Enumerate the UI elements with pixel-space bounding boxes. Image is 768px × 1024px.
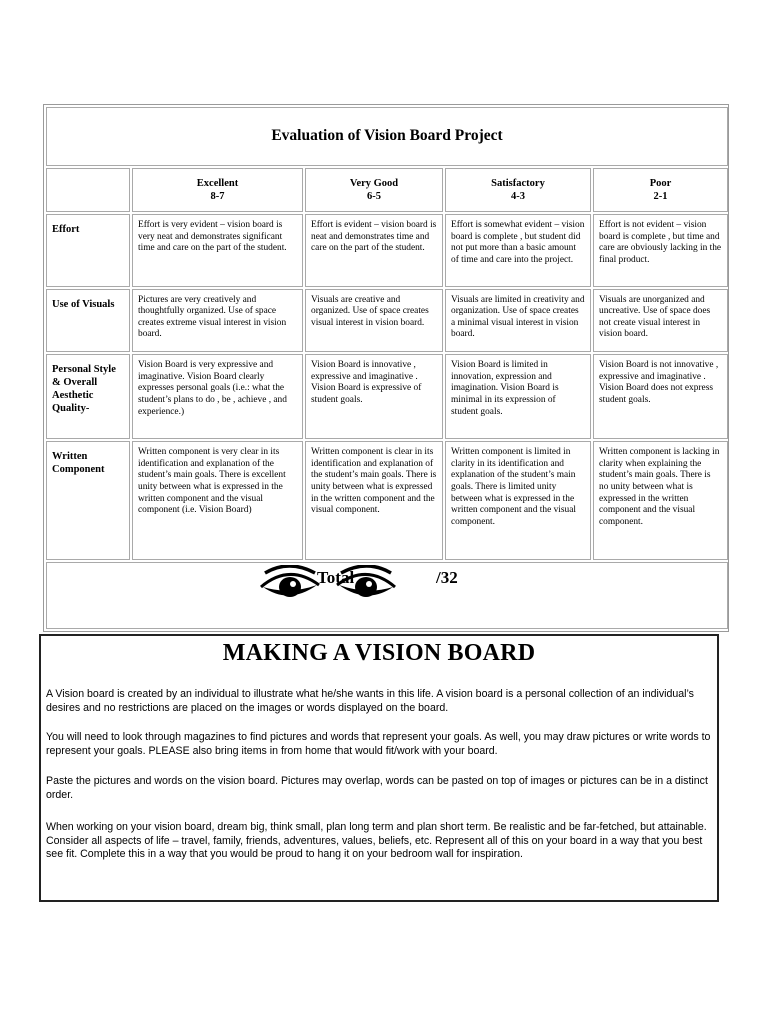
rubric-row-use-of-visuals: [46, 289, 728, 353]
rubric-cell: Written component is very clear in its identification and explanation of the student’s main goals. There is excellent unity between what is expressed in the written component and the visual component (i.e. Vision Board): [132, 441, 303, 560]
empty-header-cell: [46, 168, 130, 212]
rubric-row-written-component: [46, 441, 728, 560]
level-name: Very Good: [349, 177, 399, 189]
level-name: Excellent: [196, 177, 239, 189]
rubric-cell: Visuals are creative and organized. Use of space creates visual interest in vision board.: [305, 289, 443, 353]
total-row: [46, 562, 728, 629]
rubric-cell: Written component is lacking in clarity when explaining the student’s main goals. There is no unity between what is expressed in the written component and the visual component.: [593, 441, 728, 560]
level-score: 6-5: [367, 190, 381, 202]
level-header-satisfactory: [445, 168, 591, 212]
level-header-very-good: [305, 168, 443, 212]
total-score: /32: [436, 568, 458, 588]
level-name: Poor: [649, 177, 672, 189]
criterion-label: Written Component: [46, 441, 130, 560]
eye-icon: [259, 565, 321, 605]
rubric-title: Evaluation of Vision Board Project: [46, 107, 728, 166]
rubric-cell: Vision Board is limited in innovation, expression and imagination. Vision Board is minimal in its expression of student goals.: [445, 354, 591, 439]
level-header-poor: [593, 168, 728, 212]
paragraph: You will need to look through magazines to find pictures and words that represent your goals. As well, you may draw pictures or write words to represent your goals. PLEASE also bring items in from home that would fit/work with your board.: [46, 731, 711, 757]
rubric-cell: Effort is not evident – vision board is complete , but time and care are obviously lacking in the final product.: [593, 214, 728, 287]
rubric-row-personal-style: [46, 354, 728, 439]
rubric-cell: Effort is very evident – vision board is very neat and demonstrates significant time and care on the part of the student.: [132, 214, 303, 287]
paragraph: When working on your vision board, dream big, think small, plan long term and plan short term. Be realistic and be far-fetched, but attainable. Consider all aspects of life – travel, family, friends, adventures, values, beliefs, etc. Represent all of this on your board in a way that you best see fit. Complete this in a way that you would be proud to hang it on your bedroom wall for inspiration.: [46, 821, 707, 861]
paragraph: Paste the pictures and words on the vision board. Pictures may overlap, words can be pasted on top of images or pictures can be in a distinct order.: [46, 775, 708, 801]
criterion-label: Use of Visuals: [46, 289, 130, 353]
rubric-cell: Vision Board is innovative , expressive and imaginative . Vision Board is expressive of student goals.: [305, 354, 443, 439]
rubric-row-effort: [46, 214, 728, 287]
rubric-cell: Vision Board is very expressive and imaginative. Vision Board clearly expresses personal goals (i.e.: what the student’s plans to do , be , achieve , and experience.): [132, 354, 303, 439]
level-score: 2-1: [653, 190, 668, 202]
level-name: Satisfactory: [491, 177, 545, 189]
vision-board-instructions: [39, 634, 719, 902]
vision-board-heading: MAKING A VISION BOARD: [222, 640, 536, 666]
rubric-cell: Written component is clear in its identification and explanation of the student’s main goals. There is unity between what is expressed in the written component and the visual component.: [305, 441, 443, 560]
rubric-cell: Effort is somewhat evident – vision board is complete , but student did not put more than a basic amount of time and care into the project.: [445, 214, 591, 287]
rubric-cell: Written component is limited in clarity in its identification and explanation of the student’s main goals. There is limited unity between what is expressed in the written component and the visual component.: [445, 441, 591, 560]
rubric-table: [43, 104, 729, 632]
rubric-cell: Visuals are unorganized and uncreative. Use of space does not create visual interest in vision board.: [593, 289, 728, 353]
rubric-grid: [44, 105, 730, 631]
rubric-cell: Effort is evident – vision board is neat and demonstrates time and care on the part of the student.: [305, 214, 443, 287]
criterion-label: Effort: [46, 214, 130, 287]
total-label: Total: [317, 568, 355, 588]
rubric-cell: Visuals are limited in creativity and organization. Use of space creates a minimal visual interest in vision board.: [445, 289, 591, 353]
paragraph: A Vision board is created by an individual to illustrate what he/she wants in this life. A vision board is a personal collection of an individual’s desires and no restrictions are placed on the images or words displayed on the board.: [46, 688, 694, 714]
criterion-label: Personal Style & Overall Aesthetic Quality-: [46, 354, 130, 439]
level-score: 8-7: [210, 190, 225, 202]
eye-icon: [335, 565, 397, 605]
level-score: 4-3: [511, 190, 525, 202]
level-header-excellent: [132, 168, 303, 212]
rubric-cell: Pictures are very creatively and thoughtfully organized. Use of space creates extreme visual interest in vision board.: [132, 289, 303, 353]
rubric-cell: Vision Board is not innovative , expressive and imaginative . Vision Board does not express student goals.: [593, 354, 728, 439]
